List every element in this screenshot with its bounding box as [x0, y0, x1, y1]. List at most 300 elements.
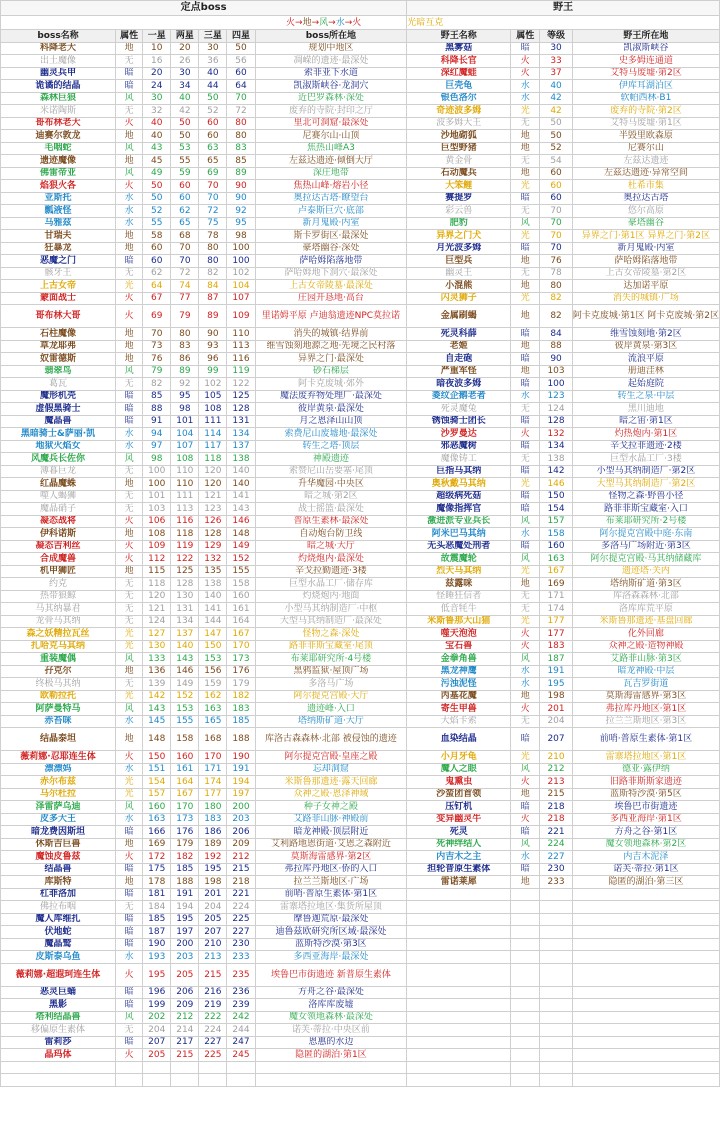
- wildking-location: 埃鲁巴市街遗迹: [572, 801, 719, 814]
- wildking-location: 尼赛尔山: [572, 142, 719, 155]
- wildking-level: 33: [540, 55, 573, 68]
- wildking-location: 阿卡克废城·第1区 阿卡克废城·第2区: [572, 305, 719, 328]
- table-row: [1, 217, 720, 230]
- one-star: 150: [143, 751, 171, 764]
- four-star: 235: [227, 963, 255, 986]
- boss-name: 地狱火焰女: [1, 440, 116, 453]
- wildking-element: 暗: [511, 378, 540, 391]
- two-star: 188: [171, 876, 199, 889]
- boss-name: 马其纳暴君: [1, 603, 116, 616]
- table-row: [1, 863, 720, 876]
- three-star: 201: [199, 888, 227, 901]
- boss-name: 佛拉布咽: [1, 901, 116, 914]
- boss-name: 森之妖精拉瓦丝: [1, 628, 116, 641]
- table-row: [1, 117, 720, 130]
- four-star: 140: [227, 478, 255, 491]
- one-star: 50: [143, 192, 171, 205]
- boss-element: 地: [116, 328, 143, 341]
- one-star: 109: [143, 540, 171, 553]
- wildking-element: 光: [511, 565, 540, 578]
- one-star: 108: [143, 528, 171, 541]
- boss-location: 凯淑斯峡谷·龙洞穴: [255, 80, 407, 93]
- three-star: 44: [199, 80, 227, 93]
- four-star: 72: [227, 105, 255, 118]
- empty-cell: [511, 1061, 540, 1074]
- one-star: 82: [143, 378, 171, 391]
- wildking-level: 146: [540, 478, 573, 491]
- boss-name: 皮斯泰乌鱼: [1, 951, 116, 964]
- boss-location: 暗之城·大厅: [255, 540, 407, 553]
- boss-name: 黑暗骑士&萨丽·凯: [1, 428, 116, 441]
- empty-cell: [407, 986, 511, 999]
- wildking-element: 水: [511, 80, 540, 93]
- boss-element: 水: [116, 763, 143, 776]
- one-star: 124: [143, 615, 171, 628]
- boss-location: 卢泰斯巨穴·底部: [255, 205, 407, 218]
- wildking-element: 风: [511, 515, 540, 528]
- boss-location: 巨型水晶工厂·储存库: [255, 578, 407, 591]
- boss-location: 豪塔幽谷·深处: [255, 242, 407, 255]
- boss-element: 暗: [116, 67, 143, 80]
- one-star: 50: [143, 180, 171, 193]
- two-star: 176: [171, 826, 199, 839]
- wildking-element: 水: [511, 665, 540, 678]
- one-star: 58: [143, 230, 171, 243]
- one-star: 100: [143, 465, 171, 478]
- empty-cell: [572, 963, 719, 986]
- boss-location: 灼烧炮内·最深处: [255, 553, 407, 566]
- wildking-name: 死灵魔兔: [407, 403, 511, 416]
- boss-element: 风: [116, 142, 143, 155]
- wildking-location: 奥拉达古塔: [572, 192, 719, 205]
- boss-name: 狂暴龙: [1, 242, 116, 255]
- boss-location: 种子女神之殿: [255, 801, 407, 814]
- two-star: 164: [171, 776, 199, 789]
- two-star: 60: [171, 180, 199, 193]
- wildking-name: 米斯鲁那大山猫: [407, 615, 511, 628]
- one-star: 103: [143, 503, 171, 516]
- boss-name: 约克: [1, 578, 116, 591]
- boss-name: 泽雷萨乌迪: [1, 801, 116, 814]
- wildking-location: 布莱耶研究所·2号楼: [572, 515, 719, 528]
- boss-element: 风: [116, 703, 143, 716]
- four-star: 182: [227, 690, 255, 703]
- four-star: 190: [227, 751, 255, 764]
- boss-location: 隐匿的湖泊·第1区: [255, 1049, 407, 1062]
- light-dark-legend: [407, 16, 720, 30]
- wildking-level: 163: [540, 553, 573, 566]
- boss-name: 魔蚀皮鲁兹: [1, 851, 116, 864]
- boss-name: 塔利结晶兽: [1, 1011, 116, 1024]
- boss-location: 雷寨塔拉地区·集货所屋顶: [255, 901, 407, 914]
- wildking-level: 167: [540, 565, 573, 578]
- boss-name: 赤尔布兹: [1, 776, 116, 789]
- wildking-name: 烈天马其纳: [407, 565, 511, 578]
- wildking-name: 阿米巴马其纳: [407, 528, 511, 541]
- boss-name: 凝态吉利丝: [1, 540, 116, 553]
- wildking-name: 血染结晶: [407, 728, 511, 751]
- boss-element: 暗: [116, 1036, 143, 1049]
- four-star: 158: [227, 578, 255, 591]
- one-star: 157: [143, 788, 171, 801]
- boss-name: 葛瓦: [1, 378, 116, 391]
- boss-name: 红晶魔蛛: [1, 478, 116, 491]
- three-star: 70: [199, 180, 227, 193]
- wildking-name: 巨型兵: [407, 255, 511, 268]
- four-star: 239: [227, 999, 255, 1012]
- table-row: [1, 715, 720, 728]
- wildking-element: 地: [511, 167, 540, 180]
- boss-element: 地: [116, 478, 143, 491]
- wildking-location: 魔女领地森林·第2区: [572, 838, 719, 851]
- wildking-location: 凯淑斯峡谷: [572, 42, 719, 55]
- table-row: [1, 776, 720, 789]
- boss-name: 瓢液怪: [1, 205, 116, 218]
- four-star: 161: [227, 603, 255, 616]
- four-star: 109: [227, 305, 255, 328]
- wildking-location: 路菲菲斯宝藏室·入口: [572, 503, 719, 516]
- one-star: 202: [143, 1011, 171, 1024]
- boss-element: 地: [116, 565, 143, 578]
- boss-location: 凋嵘的遗迹·最深处: [255, 55, 407, 68]
- three-star: 78: [199, 230, 227, 243]
- empty-cell: [227, 1074, 255, 1087]
- four-star: 183: [227, 703, 255, 716]
- boss-name: 亚斯托: [1, 192, 116, 205]
- wildking-level: 177: [540, 628, 573, 641]
- boss-name: 龙骨马其纳: [1, 615, 116, 628]
- table-row: [1, 690, 720, 703]
- wildking-level: 82: [540, 292, 573, 305]
- two-star: 62: [171, 205, 199, 218]
- wildking-level: 207: [540, 728, 573, 751]
- wildking-location: 废弃的寺院·第2区: [572, 105, 719, 118]
- table-row: [1, 242, 720, 255]
- one-star: 62: [143, 267, 171, 280]
- wildking-location: 起始庭院: [572, 378, 719, 391]
- three-star: 70: [199, 192, 227, 205]
- wildking-element: 光: [511, 105, 540, 118]
- four-star: 146: [227, 515, 255, 528]
- boss-name: 遗迹魔像: [1, 155, 116, 168]
- four-star: 194: [227, 776, 255, 789]
- legend-fire: 火: [352, 17, 362, 28]
- empty-cell: [572, 1049, 719, 1062]
- wildking-name: 巨指马其纳: [407, 465, 511, 478]
- legend-arrow: →: [311, 17, 320, 28]
- wildking-element: 暗: [511, 415, 540, 428]
- two-star: 137: [171, 628, 199, 641]
- one-star: 184: [143, 901, 171, 914]
- wildking-level: 82: [540, 305, 573, 328]
- four-star: 70: [227, 92, 255, 105]
- wildking-location: 艾特马废墟·第1区: [572, 117, 719, 130]
- wildking-level: 183: [540, 640, 573, 653]
- wildking-location: 新月鬼殿·内室: [572, 242, 719, 255]
- two-star: 155: [171, 715, 199, 728]
- wildking-name: 大焰卡索: [407, 715, 511, 728]
- wildking-level: 42: [540, 105, 573, 118]
- boss-name: 欧勒拉托: [1, 690, 116, 703]
- four-star: 131: [227, 415, 255, 428]
- empty-cell: [171, 1074, 199, 1087]
- empty-cell: [540, 938, 573, 951]
- boss-location: 灼烧炮内·地面: [255, 590, 407, 603]
- three-star: 174: [199, 776, 227, 789]
- table-row: [1, 230, 720, 243]
- four-star: 200: [227, 801, 255, 814]
- one-star: 204: [143, 1024, 171, 1037]
- two-star: 83: [171, 340, 199, 353]
- boss-element: 火: [116, 305, 143, 328]
- table-row: [1, 888, 720, 901]
- boss-element: 无: [116, 678, 143, 691]
- right-title: 野王: [407, 1, 720, 16]
- three-star: 121: [199, 490, 227, 503]
- boss-location: 辛戈拉勤遗迹·3楼: [255, 565, 407, 578]
- four-star: 140: [227, 465, 255, 478]
- boss-element: 地: [116, 130, 143, 143]
- wildking-name: 金拳角兽: [407, 653, 511, 666]
- three-star: 63: [199, 142, 227, 155]
- four-star: 113: [227, 340, 255, 353]
- two-star: 195: [171, 913, 199, 926]
- boss-location: 艾利路地恩街道·艾恩之森附近: [255, 838, 407, 851]
- four-star: 242: [227, 1011, 255, 1024]
- left-title: 定点boss: [1, 1, 407, 16]
- boss-element: 光: [116, 788, 143, 801]
- two-star: 179: [171, 838, 199, 851]
- boss-name: 甘瑞夫: [1, 230, 116, 243]
- boss-element: 地: [116, 230, 143, 243]
- table-row: [1, 986, 720, 999]
- boss-element: 暗: [116, 926, 143, 939]
- wildking-element: 无: [511, 715, 540, 728]
- one-star: 79: [143, 365, 171, 378]
- boss-location: 自动炮台防卫线: [255, 528, 407, 541]
- four-star: 221: [227, 888, 255, 901]
- boss-name: 奴雷德斯: [1, 353, 116, 366]
- wildking-element: 地: [511, 142, 540, 155]
- two-star: 86: [171, 353, 199, 366]
- one-star: 100: [143, 478, 171, 491]
- wildking-name: 兹露咪: [407, 578, 511, 591]
- table-row: [1, 951, 720, 964]
- wildking-level: 157: [540, 515, 573, 528]
- three-star: 75: [199, 217, 227, 230]
- three-star: 65: [199, 155, 227, 168]
- four-star: 185: [227, 715, 255, 728]
- one-star: 69: [143, 305, 171, 328]
- wildking-location: 米斯鲁那遗迹·基盘回廊: [572, 615, 719, 628]
- two-star: 42: [171, 105, 199, 118]
- four-star: 85: [227, 155, 255, 168]
- table-row: [1, 540, 720, 553]
- table-row: [1, 999, 720, 1012]
- wildking-location: 杜希市集: [572, 180, 719, 193]
- four-star: 134: [227, 428, 255, 441]
- two-star: 205: [171, 963, 199, 986]
- table-row: [1, 292, 720, 305]
- three-star: 171: [199, 763, 227, 776]
- col-header: 两星: [171, 30, 199, 43]
- three-star: 198: [199, 876, 227, 889]
- empty-cell: [199, 1061, 227, 1074]
- wildking-location: 流浪平原: [572, 353, 719, 366]
- boss-element: 无: [116, 590, 143, 603]
- table-row: [1, 1036, 720, 1049]
- boss-element: 水: [116, 192, 143, 205]
- wildking-level: 158: [540, 528, 573, 541]
- four-star: 179: [227, 678, 255, 691]
- boss-name: 幽灵兵甲: [1, 67, 116, 80]
- boss-name: 翡翠鸟: [1, 365, 116, 378]
- boss-element: 火: [116, 292, 143, 305]
- col-header: 属性: [511, 30, 540, 43]
- one-star: 160: [143, 801, 171, 814]
- three-star: 117: [199, 440, 227, 453]
- wildking-element: 光: [511, 180, 540, 193]
- three-star: 128: [199, 528, 227, 541]
- empty-cell: [511, 1036, 540, 1049]
- boss-element: 风: [116, 365, 143, 378]
- table-row: [1, 938, 720, 951]
- one-star: 112: [143, 553, 171, 566]
- boss-name: 漂漂妈: [1, 763, 116, 776]
- three-star: 50: [199, 92, 227, 105]
- boss-element: 无: [116, 267, 143, 280]
- wildking-level: 134: [540, 440, 573, 453]
- legend-water: 水: [335, 17, 345, 28]
- empty-cell: [407, 1061, 511, 1074]
- one-star: 76: [143, 353, 171, 366]
- table-row: [1, 565, 720, 578]
- two-star: 70: [171, 255, 199, 268]
- four-star: 102: [227, 267, 255, 280]
- boss-location: 月之恩泽山山顶: [255, 415, 407, 428]
- boss-location: 尼赛尔山·山顶: [255, 130, 407, 143]
- wildking-level: 204: [540, 715, 573, 728]
- wildking-location: 方舟之谷·第1区: [572, 826, 719, 839]
- boss-location: 彼岸黄泉·最深处: [255, 403, 407, 416]
- two-star: 173: [171, 813, 199, 826]
- wildking-level: 128: [540, 415, 573, 428]
- boss-location: 米斯鲁那遗迹·露天回廊: [255, 776, 407, 789]
- boss-location: 废弃的寺院·封印之厅: [255, 105, 407, 118]
- wildking-element: 暗: [511, 540, 540, 553]
- wildking-level: 60: [540, 180, 573, 193]
- wildking-level: 90: [540, 353, 573, 366]
- empty-row: [1, 1074, 720, 1087]
- boss-location: 战士摇篮·最深处: [255, 503, 407, 516]
- wildking-name: 赛提罗: [407, 192, 511, 205]
- wildking-name: 奇迹波多姆: [407, 105, 511, 118]
- one-star: 190: [143, 938, 171, 951]
- two-star: 108: [171, 453, 199, 466]
- two-star: 89: [171, 365, 199, 378]
- wildking-name: 黄金骨: [407, 155, 511, 168]
- three-star: 186: [199, 826, 227, 839]
- one-star: 55: [143, 217, 171, 230]
- two-star: 98: [171, 403, 199, 416]
- one-star: 30: [143, 92, 171, 105]
- boss-element: 无: [116, 901, 143, 914]
- empty-cell: [511, 1024, 540, 1037]
- four-star: 188: [227, 728, 255, 751]
- wildking-name: 彩云兽: [407, 205, 511, 218]
- boss-location: 砂石梯层: [255, 365, 407, 378]
- two-star: 143: [171, 653, 199, 666]
- empty-cell: [407, 1011, 511, 1024]
- two-star: 215: [171, 1049, 199, 1062]
- boss-location: 多西亚海岸·最深处: [255, 951, 407, 964]
- three-star: 165: [199, 715, 227, 728]
- one-star: 64: [143, 280, 171, 293]
- wildking-location: 阿尔提克宫殿中庭·东南: [572, 528, 719, 541]
- wildking-location: 小型马其纳制造厂·第2区: [572, 465, 719, 478]
- col-header: boss所在地: [255, 30, 407, 43]
- wildking-name: 暗夜波多姆: [407, 378, 511, 391]
- two-star: 182: [171, 851, 199, 864]
- one-star: 43: [143, 142, 171, 155]
- boss-element: 地: [116, 728, 143, 751]
- wildking-location: 莫斯海雷感界·第3区: [572, 690, 719, 703]
- two-star: 110: [171, 465, 199, 478]
- four-star: 164: [227, 615, 255, 628]
- wildking-level: 70: [540, 230, 573, 243]
- four-star: 90: [227, 192, 255, 205]
- four-star: 236: [227, 986, 255, 999]
- table-row: [1, 205, 720, 218]
- boss-element: 水: [116, 715, 143, 728]
- two-star: 140: [171, 640, 199, 653]
- two-star: 119: [171, 540, 199, 553]
- two-star: 167: [171, 788, 199, 801]
- wildking-name: 深红魔蛙: [407, 67, 511, 80]
- two-star: 59: [171, 167, 199, 180]
- one-star: 32: [143, 105, 171, 118]
- one-star: 52: [143, 205, 171, 218]
- three-star: 192: [199, 851, 227, 864]
- one-star: 60: [143, 255, 171, 268]
- two-star: 72: [171, 267, 199, 280]
- wildking-element: 无: [511, 590, 540, 603]
- wildking-name: 自走砲: [407, 353, 511, 366]
- wildking-name: 巨壳龟: [407, 80, 511, 93]
- wildking-name: 沙罗曼达: [407, 428, 511, 441]
- one-star: 85: [143, 390, 171, 403]
- two-star: 194: [171, 901, 199, 914]
- wildking-name: 邪恶魔树: [407, 440, 511, 453]
- wildking-level: 195: [540, 678, 573, 691]
- boss-location: 阿卡克废城·郊外: [255, 378, 407, 391]
- wildking-location: 怪物之森·野兽小径: [572, 490, 719, 503]
- boss-element: 光: [116, 690, 143, 703]
- three-star: 227: [199, 1036, 227, 1049]
- wildking-element: 光: [511, 751, 540, 764]
- boss-element: 火: [116, 540, 143, 553]
- boss-location: 恩惠的水边: [255, 1036, 407, 1049]
- boss-element: 水: [116, 428, 143, 441]
- wildking-name: 黑龙神鹰: [407, 665, 511, 678]
- three-star: 89: [199, 305, 227, 328]
- boss-name: 魔晶兽: [1, 415, 116, 428]
- four-star: 116: [227, 353, 255, 366]
- wildking-element: 光: [511, 292, 540, 305]
- table-row: [1, 67, 720, 80]
- wildking-level: 50: [540, 130, 573, 143]
- three-star: 120: [199, 465, 227, 478]
